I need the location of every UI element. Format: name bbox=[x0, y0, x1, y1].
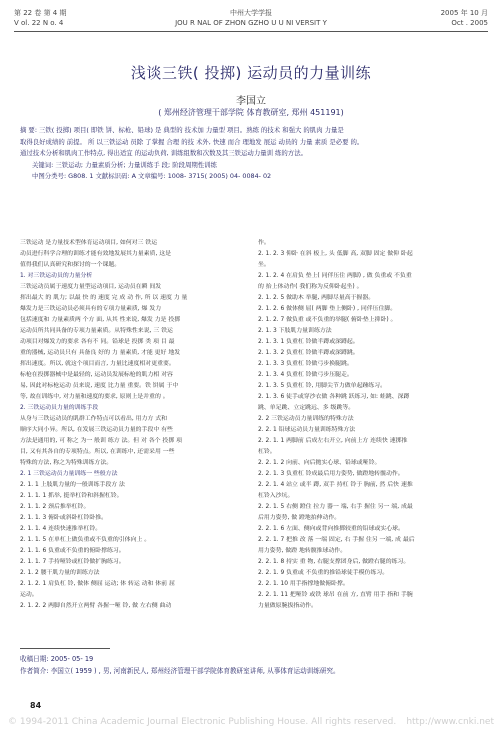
footnote-rule bbox=[20, 648, 110, 649]
body-line: 2. 2. 1. 2 向前、向后抛实心球、铅球或哑铃。 bbox=[258, 460, 381, 466]
abstract-line: 取得良好成绩的 前提。 所 以三铁运动 员除 了掌握 合理 的技 术外, 快速 而合 理地发 展运 动员的 力量 素质 是必要 的。 bbox=[20, 137, 364, 146]
body-line: 2. 2. 1. 8 持实 重 物, 右腿支撑团身后, 做蹬右腿的练习。 bbox=[258, 559, 410, 565]
left-column bbox=[20, 238, 244, 612]
body-line: 三铁运动 是力量技术型体育运动项目, 如何对三 铁运 bbox=[20, 240, 158, 246]
paper-title: 浅谈三铁( 投掷) 运动员的力量训练 bbox=[130, 64, 372, 82]
body-line: 重的器械, 运动员只有 具备良 好的 力 量素质, 才能 更好 地发 bbox=[20, 350, 181, 356]
body-line: 用力姿势, 做蹬 地转髋推球动作。 bbox=[258, 548, 347, 554]
body-line: 三铁运动员属于速度力量型运动项目, 运动员在瞬 间发 bbox=[20, 284, 162, 290]
body-line: 2. 2. 1. 1 两脚前 后成左右开立, 向前上方 连续快 速掷推 bbox=[258, 438, 408, 444]
body-line: 2. 1. 1. 7 手持哑铃或杠铃做扩胸练习。 bbox=[20, 559, 125, 565]
body-line: 作。 bbox=[258, 240, 270, 246]
body-line: 挥出速度。所以, 就这个项目而言, 力量比速度相对更重要。 bbox=[20, 361, 175, 367]
body-line: 2. 1. 2. 7 做负重 或不负重的举腿( 俯卧垫上抑卧) 。 bbox=[258, 317, 397, 323]
body-line: 2. 1. 1. 1 抓举, 挺举杠铃和斜握杠铃。 bbox=[20, 493, 123, 499]
header-rule bbox=[14, 31, 488, 32]
journal-name: 中州大学学报 JOU R NAL OF ZHON GZHO U U NI VERSIT Y bbox=[175, 9, 327, 27]
body-line: 2. 三铁运动员力量的训练手段 bbox=[20, 405, 99, 411]
body-line: 2. 1. 2 腰干肌力量的训练方法 bbox=[20, 570, 100, 576]
body-line: 2. 2. 1. 3 负重杠 铃成最后用力姿势, 做蹬地转髋动作。 bbox=[258, 471, 404, 477]
body-line: 2. 1. 3. 4 负重杠 铃做弓步压腿走。 bbox=[258, 372, 353, 378]
body-line: 动员进行科学合理的训练才能有效地发展其力量素质, 这是 bbox=[20, 251, 172, 257]
body-line: 2. 1. 2. 1 肩负杠 铃, 做体 侧屈 运动; 体 转运 动和 体前 屈 bbox=[20, 581, 175, 587]
running-header bbox=[14, 8, 488, 32]
body-line: 2. 1. 1. 6 负重或不负重的俯卧撑练习。 bbox=[20, 548, 125, 554]
body-line: 运动员所共同具备的专项力量素质。从特殊性来说, 三 铁运 bbox=[20, 328, 173, 334]
watermark-url: http://www.cnki.net bbox=[406, 717, 494, 727]
body-line: 从身与三铁运动员的肌群工作特点可以看出, 用力方 式和 bbox=[20, 416, 167, 422]
body-line: 1. 对三铁运动员的力量分析 bbox=[20, 273, 93, 279]
body-line: 包括速度和 力量素质两 个方 面, 从其 性来说, 爆发 力是 投掷 bbox=[20, 317, 181, 323]
body-line: 2. 1. 3. 1 负重杠 铃做半蹲或深蹲起。 bbox=[258, 339, 359, 345]
body-line: 坐。 bbox=[258, 262, 270, 268]
body-line: 2. 1. 1. 4 连续快速推举杠铃。 bbox=[20, 526, 102, 532]
abstract-line: 摘 要: 三铁( 投掷) 项目( 即铁 饼、标枪、铅球) 是 典型的 技术加 力量型 项目。熟练 的技术 和强大 的肌肉 力量是 bbox=[20, 126, 344, 134]
author-bio: 作者简介: 李国立( 1959 ) , 男, 河南新民人, 郑州经济管理干部学院体育教研室讲师, 从事体育运动训练研究。 bbox=[20, 667, 340, 675]
author-name: 李国立 bbox=[236, 96, 266, 107]
body-line: 运动。 bbox=[20, 592, 38, 598]
body-line: 2. 2. 1. 6 左面、侧向或背向推掷较重的铅球或实心球。 bbox=[258, 526, 404, 532]
body-line: 爆发力是三铁运动员必须具有的专项力量素质, 爆 发力 bbox=[20, 306, 162, 312]
body-line: 2. 2. 1. 9 负重或 不负重的推铅球徒手模仿练习。 bbox=[258, 570, 389, 576]
body-line: 2. 1. 3. 3 负重杠 铃做弓步换腿跳。 bbox=[258, 361, 353, 367]
body-line: 目, 又有其各自的专项特点。所以, 在训练中, 还需采用 一些 bbox=[20, 449, 175, 455]
body-line: 挥出最大 的 肌力; 以最 快 的 速度 完 成 动 作, 所 以 速度 力 量 bbox=[20, 295, 188, 301]
body-line: 动项目对爆发力的要求 各有不 同。铅球是 投掷 类 项 目 最 bbox=[20, 339, 175, 345]
body-line: 2. 1. 2. 6 做体侧 屈( 两脚 垫上侧卧) , 同伴压住脚。 bbox=[258, 306, 397, 312]
body-line: 2. 2 三铁运动员力量训练的特殊方法 bbox=[258, 416, 354, 422]
body-line: 2. 1. 2. 5 做助木 举腿, 两脚尽量高于握器。 bbox=[258, 295, 375, 301]
body-line: 2. 1. 3. 6 徒手或穿沙衣做 各种跳 跃练习, 如: 蛙跳、深蹲 bbox=[258, 394, 410, 400]
body-line: 标枪在投掷器械中是最轻的, 运动员发展标枪的肌力相 对容 bbox=[20, 372, 173, 378]
footnote bbox=[20, 648, 482, 677]
body-line: 2. 2. 1 铅球运动员力量训练特殊方法 bbox=[258, 427, 356, 433]
body-line: 2. 1. 3 下肢肌力量训练方法 bbox=[258, 328, 332, 334]
journal-volume: 第 22 卷 第 4 期 V ol. 22 N o. 4 bbox=[14, 9, 67, 27]
body-line: 2. 2. 1. 11 把哑铃 或铁 球吊 在前 方, 直臂 用手 指和 手腕 bbox=[258, 592, 413, 598]
body-line: 2. 1. 3. 2 负重杠 铃做半蹲或深蹲跳。 bbox=[258, 350, 359, 356]
received-date: 收稿日期: 2005- 05- 19 bbox=[20, 655, 94, 663]
body-line: 2. 2. 1. 7 把推 改 落 一端 固定, 右 手握 住另 一端, 成 最后 bbox=[258, 537, 415, 543]
body-line: 顺序大同小异。所以, 在发展三铁运动员力量的手段中 有些 bbox=[20, 427, 173, 433]
body-line: 2. 1. 3. 5 负重杠 铃, 用脚尖节力做单起踵练习。 bbox=[258, 383, 386, 389]
body-line: 杠铃入沙坑。 bbox=[258, 493, 294, 499]
body-line: 特殊的方法, 称之为特殊训练方法。 bbox=[20, 460, 113, 466]
body-line: 杠铃。 bbox=[258, 449, 276, 455]
author-affiliation: ( 郑州经济管理干部学院 体育教研室, 郑州 451191) bbox=[158, 108, 344, 117]
body-line: 后用力姿势, 做 蹬地拍伸动作。 bbox=[258, 515, 341, 521]
body-line: 2. 1. 1 上肢肌力量的一般训练手段方 法 bbox=[20, 482, 125, 488]
classification-line: 中图分类号: G808. 1 文献标识码: A 文章编号: 1008- 3715( 2005) 04- 0084- 02 bbox=[32, 172, 272, 180]
keywords: 关键词: 三铁运动; 力量素质分析; 力量训练手 段; 阶段周期性训练 bbox=[32, 160, 217, 169]
body-line: 2. 1. 2. 2 两脚自然开立两臂 各握一哑 铃, 做 左右侧 曲动 bbox=[20, 603, 172, 609]
body-line: 2. 1. 1. 3 俯卧或斜卧杠铃卧推。 bbox=[20, 515, 108, 521]
body-line: 2. 1. 2. 4 在肩负 垫上( 同伴压住 两脚) , 做 负重或 不负重 bbox=[258, 273, 412, 279]
body-line: 等, 故在训练中, 对力量和速度的要求, 原则上是并重的 。 bbox=[20, 394, 169, 400]
abstract-line: 通过技术分析和肌肉工作特点, 得出适宜 的运动负荷, 训练组数和次数及其三铁运动力量训 练的方法。 bbox=[20, 149, 307, 157]
right-column bbox=[258, 238, 482, 612]
watermark-copyright: © 1994-2011 China Academic Journal Electronic Publishing House. All rights reserved. bbox=[8, 717, 397, 727]
body-line: 2. 2. 1. 10 用手指撑地做俯卧撑。 bbox=[258, 581, 349, 587]
body-line: 的 抬上体动作( 我们称为反仰卧起坐) 。 bbox=[258, 284, 363, 290]
watermark bbox=[8, 717, 494, 731]
body-line: 易, 因此对标枪运动 员来说, 速度 比力量 重要。铁 饼属 于中 bbox=[20, 383, 179, 389]
body-line: 2. 1. 2. 3 仰卧 在斜 板上, 头 低脚 高, 双脚 固定 做仰 卧起 bbox=[258, 251, 413, 257]
body-line: 力量做原腕拔指动作。 bbox=[258, 603, 317, 609]
body-line: 2. 1 三铁运动员力量训练一 些般方法 bbox=[20, 471, 118, 477]
abstract-block bbox=[20, 125, 482, 183]
body-line: 值得我们认真研究和探讨的一个课题。 bbox=[20, 262, 121, 268]
body-line: 2. 1. 1. 5 在单杠上做负重或不负重的引体向上 。 bbox=[20, 537, 151, 543]
body-line: 跳、单足跳、立定跳远、多 级跳等。 bbox=[258, 405, 355, 411]
body-line: 2. 2. 1. 5 右侧 蹬住 拉力 器一 端, 右手 握住 另一 端, 成最 bbox=[258, 504, 413, 510]
body-columns bbox=[20, 238, 482, 633]
body-line: 2. 2. 1. 4 站立 或半 蹲, 双手 持杠 铃于 胸前, 然 后快 速推 bbox=[258, 482, 413, 488]
journal-date: 2005 年 10 月 Oct . 2005 bbox=[440, 9, 488, 27]
page-number: 84 bbox=[30, 701, 42, 710]
body-line: 方法是通用的, 可 称之 为一 般训 练方 法。但 对 各个 投掷 项 bbox=[20, 438, 182, 444]
body-line: 2. 1. 1. 2 颈后推举杠铃。 bbox=[20, 504, 90, 510]
